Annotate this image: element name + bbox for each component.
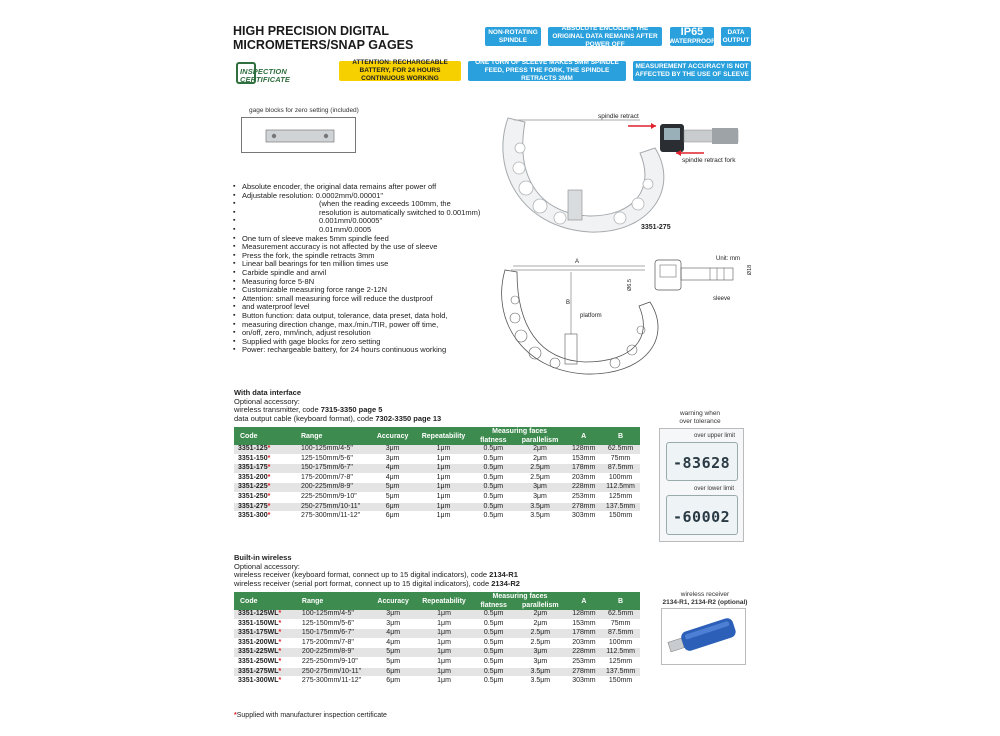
inspection-line-1: INSPECTION xyxy=(240,67,287,76)
table-cell-code xyxy=(234,619,298,629)
table-cell-b: 137.5mm xyxy=(601,667,640,677)
table-cell-par: 2μm xyxy=(514,445,567,454)
table-row xyxy=(234,512,640,522)
star-marker: * xyxy=(267,492,271,500)
table-cell-flat: 0.5μm xyxy=(473,648,514,658)
table-cell-flat: 0.5μm xyxy=(473,502,514,512)
table-cell-flat: 0.5μm xyxy=(473,512,514,522)
feature-item-cont: ▪ 0.01mm/0.0005 xyxy=(233,226,503,235)
micrometer-photo xyxy=(490,108,770,238)
table-row xyxy=(234,638,640,648)
code-value: 3351-225 xyxy=(238,483,268,491)
section-code: 2134-R2 xyxy=(491,578,520,588)
star-marker: * xyxy=(278,667,282,675)
table-cell-repeat: 1μm xyxy=(414,512,473,522)
table-cell-accuracy: 4μm xyxy=(371,464,414,474)
table-cell-b: 125mm xyxy=(601,657,640,667)
col-a: A xyxy=(566,427,601,445)
table-row xyxy=(234,610,640,619)
table-cell-a: 153mm xyxy=(566,454,601,464)
diameter-label-1: Ø6.5 xyxy=(626,279,633,291)
table-cell-accuracy: 3μm xyxy=(372,610,415,619)
section-heading: Built-in wireless xyxy=(234,553,292,562)
table-cell-b: 100mm xyxy=(601,638,640,648)
footnote-text: Supplied with manufacturer inspection certificate xyxy=(236,712,387,719)
table-cell-range: 250-275mm/10-11" xyxy=(297,502,371,512)
unit-label: Unit: mm xyxy=(716,256,740,262)
table-row xyxy=(234,464,640,474)
table-cell-range: 200-225mm/8-9" xyxy=(297,483,371,493)
col-a: A xyxy=(567,592,602,610)
section-text: wireless transmitter, code xyxy=(234,405,321,415)
col-accuracy: Accuracy xyxy=(371,427,414,445)
table-cell-flat: 0.5μm xyxy=(473,473,514,483)
badge-absolute-encoder: ABSOLUTE ENCODER, THE ORIGINAL DATA REMAINS AFTER POWER OFF xyxy=(548,27,662,46)
table-cell-a: 228mm xyxy=(567,648,602,658)
badge-non-rotating: NON-ROTATING SPINDLE xyxy=(485,27,541,46)
table-cell-repeat: 1μm xyxy=(415,610,474,619)
star-marker: * xyxy=(267,454,271,462)
table-cell-code xyxy=(234,629,298,639)
inspection-line-2: CERTIFICATE xyxy=(240,74,290,84)
star-marker: * xyxy=(267,483,271,491)
table-cell-flat: 0.5μm xyxy=(473,464,514,474)
table-cell-code xyxy=(234,512,297,522)
table-cell-repeat: 1μm xyxy=(414,502,473,512)
table-cell-repeat: 1μm xyxy=(415,629,474,639)
code-value: 3351-175 xyxy=(238,464,268,472)
table-cell-a: 278mm xyxy=(566,502,601,512)
table-cell-code xyxy=(234,638,298,648)
receiver-caption xyxy=(655,591,755,607)
spec-table-built-in-wireless xyxy=(234,592,640,687)
table-cell-a: 303mm xyxy=(566,512,601,522)
table-cell-accuracy: 6μm xyxy=(371,512,414,522)
table-cell-flat: 0.5μm xyxy=(473,677,514,687)
table-row xyxy=(234,629,640,639)
section-text: data output cable (keyboard format), code xyxy=(234,413,376,423)
diameter-label-2: Ø18 xyxy=(747,264,754,276)
code-value: 3351-175WL xyxy=(238,629,279,637)
table-cell-a: 303mm xyxy=(567,677,602,687)
col-flatness: flatness xyxy=(473,601,514,610)
table-cell-accuracy: 4μm xyxy=(372,629,415,639)
table-cell-flat: 0.5μm xyxy=(473,638,514,648)
table-cell-range: 200-225mm/8-9" xyxy=(298,648,372,658)
inspection-certificate-logo xyxy=(240,68,290,83)
table-cell-repeat: 1μm xyxy=(415,648,474,658)
table-cell-range: 125-150mm/5-6" xyxy=(297,454,371,464)
table-cell-range: 100-125mm/4-5" xyxy=(298,610,372,619)
col-repeatability: Repeatability xyxy=(415,592,474,610)
section-built-in-wireless xyxy=(234,554,520,588)
table-cell-repeat: 1μm xyxy=(415,619,474,629)
code-value: 3351-250 xyxy=(238,492,268,500)
table-cell-b: 150mm xyxy=(601,512,640,522)
col-measuring-faces: Measuring faces xyxy=(473,427,566,436)
code-value: 3351-275WL xyxy=(238,667,279,675)
code-value: 3351-150 xyxy=(238,454,268,462)
table-cell-range: 225-250mm/9-10" xyxy=(297,492,371,502)
col-code: Code xyxy=(234,592,298,610)
col-range: Range xyxy=(297,427,371,445)
table-row xyxy=(234,619,640,629)
receiver-caption-line: 2134-R1, 2134-R2 (optional) xyxy=(662,599,748,606)
table-cell-range: 275-300mm/11-12" xyxy=(298,677,372,687)
code-value: 3351-300WL xyxy=(238,677,279,685)
table-cell-range: 100-125mm/4-5" xyxy=(297,445,371,454)
table-cell-b: 75mm xyxy=(601,454,640,464)
section-line: Optional accessory: xyxy=(234,396,300,406)
table-cell-par: 3μm xyxy=(514,648,567,658)
tolerance-caption-line: over tolerance xyxy=(679,418,721,425)
feature-item: ▪ Absolute encoder, the original data remains after power off xyxy=(233,183,503,192)
table-cell-par: 3μm xyxy=(514,492,567,502)
table-cell-flat: 0.5μm xyxy=(473,619,514,629)
table-cell-b: 137.5mm xyxy=(601,502,640,512)
star-marker: * xyxy=(278,638,282,646)
table-cell-flat: 0.5μm xyxy=(473,629,514,639)
feature-item: ▪ Press the fork, the spindle retracts 3mm xyxy=(233,252,503,261)
table-cell-b: 62.5mm xyxy=(601,610,640,619)
table-cell-a: 253mm xyxy=(566,492,601,502)
table-cell-par: 2.5μm xyxy=(514,473,567,483)
table-cell-a: 253mm xyxy=(567,657,602,667)
dimension-b-label: B xyxy=(566,300,571,306)
table-cell-b: 150mm xyxy=(601,677,640,687)
ip65-sub-label: WATERPROOF xyxy=(668,38,716,45)
table-cell-accuracy: 6μm xyxy=(372,677,415,687)
table-cell-b: 62.5mm xyxy=(601,445,640,454)
table-cell-par: 2.5μm xyxy=(514,464,567,474)
table-cell-a: 178mm xyxy=(567,629,602,639)
spindle-retract-label: spindle retract xyxy=(598,113,639,120)
table-cell-repeat: 1μm xyxy=(414,454,473,464)
table-row xyxy=(234,677,640,687)
spec-table-data-interface xyxy=(234,427,640,522)
table-cell-a: 203mm xyxy=(567,638,602,648)
star-marker: * xyxy=(267,502,271,510)
table-cell-par: 3μm xyxy=(514,657,567,667)
footnote-star: * xyxy=(234,712,237,719)
feature-item: ▪ Carbide spindle and anvil xyxy=(233,269,503,278)
section-data-interface xyxy=(234,389,441,423)
receiver-image-frame xyxy=(661,608,746,665)
table-cell-par: 2.5μm xyxy=(514,629,567,639)
table-cell-flat: 0.5μm xyxy=(473,610,514,619)
table-cell-a: 278mm xyxy=(567,667,602,677)
table-cell-code xyxy=(234,483,297,493)
table-cell-flat: 0.5μm xyxy=(473,492,514,502)
table-cell-b: 112.5mm xyxy=(601,483,640,493)
table-cell-code xyxy=(234,464,297,474)
table-cell-code xyxy=(234,648,298,658)
table-cell-flat: 0.5μm xyxy=(473,454,514,464)
table-cell-b: 87.5mm xyxy=(601,464,640,474)
table-cell-par: 2μm xyxy=(514,610,567,619)
feature-item: ▪ Adjustable resolution: 0.0002mm/0.00001" xyxy=(233,192,503,201)
table-cell-repeat: 1μm xyxy=(415,667,474,677)
table-cell-a: 178mm xyxy=(566,464,601,474)
table-cell-code xyxy=(234,502,297,512)
table-cell-range: 175-200mm/7-8" xyxy=(297,473,371,483)
table-cell-code xyxy=(234,657,298,667)
table-cell-repeat: 1μm xyxy=(415,657,474,667)
platform-label: platform xyxy=(580,313,602,319)
lower-limit-label: over lower limit xyxy=(694,486,735,492)
table-cell-par: 3.5μm xyxy=(514,667,567,677)
table-cell-a: 128mm xyxy=(566,445,601,454)
star-marker: * xyxy=(278,648,282,656)
feature-item-cont: ▪ on/off, zero, mm/inch, adjust resolution xyxy=(233,329,503,338)
table-cell-accuracy: 3μm xyxy=(372,619,415,629)
model-label: 3351-275 xyxy=(641,224,671,231)
feature-item-cont: ▪ 0.001mm/0.00005" xyxy=(233,217,503,226)
gage-block-icon xyxy=(242,118,355,152)
table-cell-range: 250-275mm/10-11" xyxy=(298,667,372,677)
table-cell-accuracy: 5μm xyxy=(371,483,414,493)
table-cell-code xyxy=(234,454,297,464)
table-cell-b: 125mm xyxy=(601,492,640,502)
table-cell-accuracy: 5μm xyxy=(372,648,415,658)
table-cell-par: 2μm xyxy=(514,454,567,464)
col-parallelism: parallelism xyxy=(514,601,567,610)
table-cell-code xyxy=(234,667,298,677)
table-cell-par: 2.5μm xyxy=(514,638,567,648)
feature-item-cont: ▪ and waterproof level xyxy=(233,303,503,312)
title-line-2: MICROMETERS/SNAP GAGES xyxy=(233,38,414,52)
section-code: 7302-3350 page 13 xyxy=(375,413,442,423)
feature-item-cont: ▪ measuring direction change, max./min./TIR, power off time, xyxy=(233,321,503,330)
table-cell-a: 153mm xyxy=(567,619,602,629)
col-repeatability: Repeatability xyxy=(414,427,473,445)
table-cell-a: 228mm xyxy=(566,483,601,493)
code-value: 3351-125 xyxy=(238,445,268,452)
table-cell-b: 100mm xyxy=(601,473,640,483)
col-b: B xyxy=(601,427,640,445)
star-marker: * xyxy=(278,629,282,637)
table-cell-repeat: 1μm xyxy=(414,445,473,454)
code-value: 3351-275 xyxy=(238,502,268,510)
section-line: Optional accessory: xyxy=(234,561,300,571)
feature-list xyxy=(233,183,503,355)
col-parallelism: parallelism xyxy=(514,436,567,445)
page-title xyxy=(233,24,413,52)
section-line xyxy=(234,580,520,589)
table-cell-repeat: 1μm xyxy=(414,473,473,483)
tolerance-caption xyxy=(664,410,736,426)
table-cell-par: 3.5μm xyxy=(514,512,567,522)
col-b: B xyxy=(601,592,640,610)
table-cell-par: 3.5μm xyxy=(514,677,567,687)
table-row xyxy=(234,492,640,502)
code-value: 3351-300 xyxy=(238,512,268,520)
table-cell-b: 75mm xyxy=(601,619,640,629)
table-cell-par: 2μm xyxy=(514,619,567,629)
table-cell-accuracy: 4μm xyxy=(372,638,415,648)
gage-blocks-caption: gage blocks for zero setting (included) xyxy=(249,107,359,114)
upper-limit-label: over upper limit xyxy=(694,433,736,439)
tolerance-panel xyxy=(659,428,744,542)
badge-data-output: DATA OUTPUT xyxy=(721,27,751,46)
tolerance-caption-line: warning when xyxy=(679,410,721,417)
footnote xyxy=(234,712,387,719)
table-cell-range: 150-175mm/6-7" xyxy=(298,629,372,639)
receiver-caption-line: wireless receiver xyxy=(680,591,730,598)
feature-item-cont: ▪ Customizable measuring force range 2-12N xyxy=(233,286,503,295)
table-cell-flat: 0.5μm xyxy=(473,445,514,454)
table-cell-range: 175-200mm/7-8" xyxy=(298,638,372,648)
col-code: Code xyxy=(234,427,297,445)
section-heading: With data interface xyxy=(234,388,302,397)
ip65-label: IP65 xyxy=(680,26,704,38)
feature-item: ▪ Power: rechargeable battery, for 24 hours continuous working xyxy=(233,346,503,355)
feature-item: ▪ Button function: data output, tolerance, data preset, data hold, xyxy=(233,312,503,321)
upper-lcd xyxy=(666,442,738,481)
badge-attention-battery: ATTENTION: RECHARGEABLE BATTERY, FOR 24 HOURS CONTINUOUS WORKING xyxy=(339,61,461,81)
table-cell-repeat: 1μm xyxy=(415,677,474,687)
feature-item: ▪ Measurement accuracy is not affected by the use of sleeve xyxy=(233,243,503,252)
section-code: 7315-3350 page 5 xyxy=(320,405,383,415)
code-value: 3351-200 xyxy=(238,473,268,481)
table-cell-code xyxy=(234,677,298,687)
star-marker: * xyxy=(278,677,282,685)
section-text: wireless receiver (keyboard format, connect up to 15 digital indicators), code xyxy=(234,570,490,580)
table-cell-flat: 0.5μm xyxy=(473,667,514,677)
code-value: 3351-125WL xyxy=(238,610,279,617)
star-marker: * xyxy=(267,473,271,481)
table-row xyxy=(234,657,640,667)
table-row xyxy=(234,648,640,658)
technical-drawing xyxy=(495,258,755,376)
star-marker: * xyxy=(267,464,271,472)
table-cell-accuracy: 5μm xyxy=(371,492,414,502)
section-line xyxy=(234,415,441,424)
title-line-1: HIGH PRECISION DIGITAL xyxy=(233,24,390,38)
dimension-a-label: A xyxy=(575,259,580,265)
col-measuring-faces: Measuring faces xyxy=(473,592,566,601)
table-cell-repeat: 1μm xyxy=(414,464,473,474)
table-cell-code xyxy=(234,445,297,454)
table-cell-accuracy: 5μm xyxy=(372,657,415,667)
feature-item: ▪ Supplied with gage blocks for zero setting xyxy=(233,338,503,347)
table-cell-a: 128mm xyxy=(567,610,602,619)
table-cell-code xyxy=(234,610,298,619)
star-marker: * xyxy=(267,512,271,520)
table-row xyxy=(234,473,640,483)
table-cell-accuracy: 6μm xyxy=(372,667,415,677)
table-cell-range: 125-150mm/5-6" xyxy=(298,619,372,629)
table-row xyxy=(234,502,640,512)
code-value: 3351-150WL xyxy=(238,619,279,627)
table-row xyxy=(234,667,640,677)
gage-blocks-image xyxy=(241,117,356,153)
feature-item: ▪ Linear ball bearings for ten million times use xyxy=(233,260,503,269)
table-cell-b: 87.5mm xyxy=(601,629,640,639)
table-cell-range: 225-250mm/9-10" xyxy=(298,657,372,667)
table-cell-repeat: 1μm xyxy=(414,483,473,493)
table-cell-repeat: 1μm xyxy=(414,492,473,502)
star-marker: * xyxy=(278,657,282,665)
table-cell-range: 150-175mm/6-7" xyxy=(297,464,371,474)
table-cell-accuracy: 3μm xyxy=(371,454,414,464)
table-cell-accuracy: 4μm xyxy=(371,473,414,483)
star-marker: * xyxy=(278,619,282,627)
lower-lcd xyxy=(666,495,738,535)
sleeve-label: sleeve xyxy=(713,296,731,302)
code-value: 3351-200WL xyxy=(238,638,279,646)
badge-measurement-accuracy: MEASUREMENT ACCURACY IS NOT AFFECTED BY THE USE OF SLEEVE xyxy=(633,61,751,81)
col-accuracy: Accuracy xyxy=(372,592,415,610)
star-marker: * xyxy=(278,610,282,617)
feature-item-cont: ▪ Attention: small measuring force will reduce the dustproof xyxy=(233,295,503,304)
feature-item-cont: ▪ resolution is automatically switched to 0.001mm) xyxy=(233,209,503,218)
code-value: 3351-225WL xyxy=(238,648,279,656)
table-cell-flat: 0.5μm xyxy=(473,483,514,493)
spindle-retract-fork-label: spindle retract fork xyxy=(682,157,736,164)
table-cell-par: 3.5μm xyxy=(514,502,567,512)
usb-receiver-icon xyxy=(662,609,745,664)
table-row xyxy=(234,445,640,454)
table-row xyxy=(234,454,640,464)
feature-item: ▪ One turn of sleeve makes 5mm spindle feed xyxy=(233,235,503,244)
section-code: 2134-R1 xyxy=(489,570,518,580)
table-cell-range: 275-300mm/11-12" xyxy=(297,512,371,522)
table-row xyxy=(234,483,640,493)
section-text: wireless receiver (serial port format, connect up to 15 digital indicators), code xyxy=(234,578,492,588)
table-cell-repeat: 1μm xyxy=(415,638,474,648)
table-cell-flat: 0.5μm xyxy=(473,657,514,667)
table-cell-code xyxy=(234,492,297,502)
badge-ip65 xyxy=(670,27,714,46)
table-cell-accuracy: 3μm xyxy=(371,445,414,454)
table-cell-accuracy: 6μm xyxy=(371,502,414,512)
lower-lcd-value: -60002 xyxy=(673,508,731,526)
code-value: 3351-250WL xyxy=(238,657,279,665)
feature-item-cont: ▪ (when the reading exceeds 100mm, the xyxy=(233,200,503,209)
col-flatness: flatness xyxy=(473,436,514,445)
table-cell-code xyxy=(234,473,297,483)
col-range: Range xyxy=(298,592,372,610)
star-marker: * xyxy=(267,445,271,452)
table-cell-par: 3μm xyxy=(514,483,567,493)
upper-lcd-value: -83628 xyxy=(673,454,731,472)
feature-item: ▪ Measuring force 5-8N xyxy=(233,278,503,287)
badge-one-turn-sleeve: ONE TURN OF SLEEVE MAKES 5MM SPINDLE FEED, PRESS THE FORK, THE SPINDLE RETRACTS 3MM xyxy=(468,61,626,81)
table-cell-b: 112.5mm xyxy=(601,648,640,658)
table-cell-a: 203mm xyxy=(566,473,601,483)
